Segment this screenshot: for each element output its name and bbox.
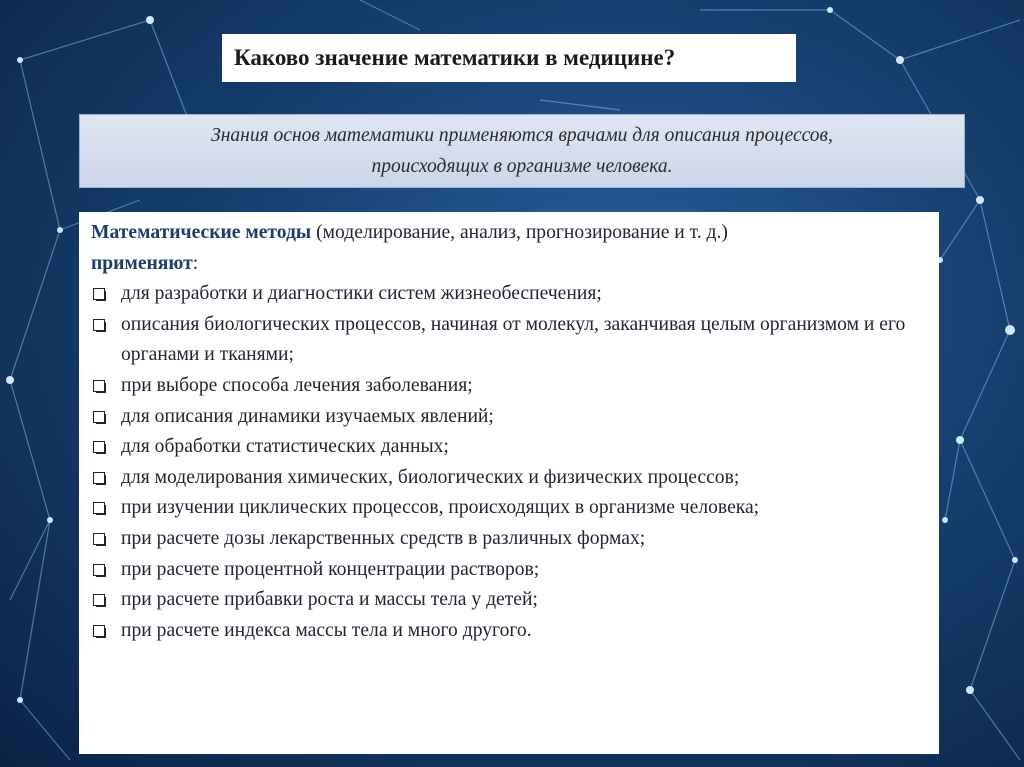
- checkbox-square-icon: [93, 288, 105, 300]
- list-item: [91, 524, 927, 555]
- intro-bold-methods: Математические методы: [91, 222, 312, 243]
- list-item-text: при расчете прибавки роста и массы тела у детей;: [121, 589, 538, 611]
- list-item-text: при выборе способа лечения заболевания;: [121, 374, 473, 396]
- list-item: [91, 432, 927, 463]
- page-title: Каково значение математики в медицине?: [234, 45, 676, 70]
- checkbox-square-icon: [93, 319, 105, 331]
- checkbox-square-icon: [93, 594, 105, 606]
- checkbox-square-icon: [93, 441, 105, 453]
- checkbox-square-icon: [93, 380, 105, 392]
- list-item: [91, 402, 927, 433]
- list-item: [91, 585, 927, 616]
- methods-list: [91, 279, 927, 646]
- list-item-text: для описания динамики изучаемых явлений;: [121, 405, 494, 427]
- intro-colon: :: [192, 252, 199, 274]
- content-box: [79, 212, 939, 754]
- list-item: [91, 463, 927, 494]
- list-item-text: для моделирования химических, биологических и физических процессов;: [121, 466, 740, 488]
- checkbox-square-icon: [93, 625, 105, 637]
- list-item: [91, 310, 927, 371]
- list-item-text: при расчете индекса массы тела и много другого.: [121, 619, 532, 641]
- list-item-text: при расчете дозы лекарственных средств в различных формах;: [121, 527, 646, 549]
- checkbox-square-icon: [93, 564, 105, 576]
- list-item: [91, 616, 927, 647]
- list-item: [91, 279, 927, 310]
- list-item: [91, 371, 927, 402]
- list-item-text: описания биологических процессов, начиная от молекул, заканчивая целым организмом и его органами и тканями;: [121, 313, 906, 366]
- list-item: [91, 493, 927, 524]
- list-item-text: для разработки и диагностики систем жизнеобеспечения;: [121, 283, 602, 305]
- list-item-text: при расчете процентной концентрации растворов;: [121, 558, 540, 580]
- checkbox-square-icon: [93, 533, 105, 545]
- checkbox-square-icon: [93, 411, 105, 423]
- subtitle-box: [79, 114, 965, 188]
- subtitle-line-1: Знания основ математики применяются врачами для описания процессов,: [211, 125, 833, 146]
- subtitle-line-2: происходящих в организме человека.: [371, 156, 673, 177]
- title-box: [222, 34, 796, 82]
- list-item-text: для обработки статистических данных;: [121, 436, 449, 458]
- intro-text: [91, 218, 927, 279]
- intro-bold-apply: применяют: [91, 252, 193, 274]
- list-item-text: при изучении циклических процессов, происходящих в организме человека;: [121, 497, 760, 519]
- checkbox-square-icon: [93, 502, 105, 514]
- list-item: [91, 555, 927, 586]
- intro-normal: (моделирование, анализ, прогнозирование и т. д.): [311, 222, 728, 243]
- checkbox-square-icon: [93, 472, 105, 484]
